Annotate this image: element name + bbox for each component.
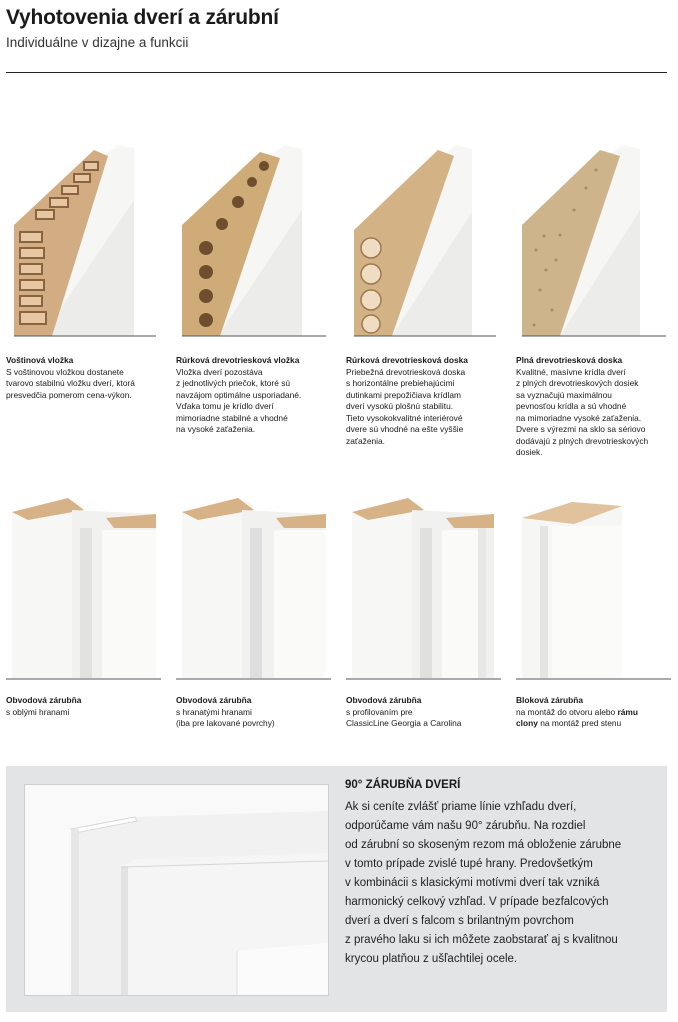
core-caption-solid-board	[516, 355, 676, 459]
frame-caption-square	[176, 695, 336, 730]
frame-description-bold: clony	[516, 718, 538, 728]
frame-profiled-image	[346, 490, 501, 680]
core-title: Plná drevotriesková doska	[516, 355, 623, 365]
frame-description: s hranatými hranami (iba pre lakované povrchy)	[176, 706, 275, 728]
frame-description	[516, 707, 676, 730]
tubular-chipboard-insert-image	[176, 140, 326, 340]
frame-title: Obvodová zárubňa	[176, 695, 252, 705]
core-description: Priebežná drevotriesková doska s horizontálne prebiehajúcimi dutinkami prepožičiava krídlam dverí vysokú plošnú stabilitu. Tieto vysokokvalitné interiérové dvere sú vhodné na ešte vyššie zaťaženia.	[346, 366, 466, 446]
frame-90-photo	[24, 784, 329, 996]
core-title: Rúrková drevotriesková vložka	[176, 355, 300, 365]
block-frame-image	[516, 490, 671, 680]
frame-description-part: na montáž pred stenu	[537, 718, 622, 728]
core-title: Voštinová vložka	[6, 355, 74, 365]
frame-caption-block	[516, 695, 676, 730]
frame-rounded-edges-image	[6, 490, 161, 680]
core-caption-tubular-insert	[176, 355, 336, 436]
frame-title: Bloková zárubňa	[516, 695, 584, 705]
frame-description: s oblými hranami	[6, 706, 70, 717]
tubular-chipboard-image	[346, 140, 496, 340]
frame-caption-rounded	[6, 695, 166, 718]
core-caption-tubular-board	[346, 355, 506, 447]
core-caption-honeycomb	[6, 355, 166, 401]
frame-description-part: na montáž do otvoru alebo	[516, 706, 618, 717]
feature-title: 90° ZÁRUBŇA DVERÍ	[345, 779, 461, 791]
frame-title: Obvodová zárubňa	[6, 695, 82, 705]
frame-title: Obvodová zárubňa	[346, 695, 422, 705]
frame-caption-profiled	[346, 695, 506, 730]
page-subtitle: Individuálne v dizajne a funkcii	[6, 35, 189, 50]
core-description: S voštinovou vložkou dostanete tvarovo stabilnú vložku dverí, ktorá presvedčia pomerom cena-výkon.	[6, 366, 135, 400]
header-divider	[6, 72, 667, 73]
core-description: Kvalitné, masívne krídla dverí z plných drevotrieskových dosiek sa vyznačujú maximálnou pevnosťou krídla a sú vhodné na mimoriadne vysoké zaťaženia. Dvere s výrezmi na sklo sa sériovo dodávajú z plných drevotrieskových dosiek.	[516, 366, 649, 457]
solid-chipboard-image	[516, 140, 666, 340]
feature-text: Ak si ceníte zvlášť priame línie vzhľadu dverí, odporúčame vám našu 90° zárubňu. Na rozdiel od zárubní so skoseným rezom má obloženie zárubne v tomto prípade zvislé tupé hrany. Predovšetkým v kombinácii s klasickými motívmi dverí tak vzniká harmonický celkový vzhľad. V prípade bezfalcových dverí a dverí s falcom s brilantným povrchom z pravého laku si ich môžete zaobstarať aj s kvalitnou krycou platňou z ušľachtilej ocele.	[345, 801, 622, 965]
frame-square-edges-image	[176, 490, 331, 680]
frame-description-bold: rámu	[617, 706, 638, 717]
core-title: Rúrková drevotriesková doska	[346, 355, 468, 365]
honeycomb-core-image	[6, 140, 156, 340]
frame-90-illustration	[25, 785, 328, 995]
page-title: Vyhotovenia dverí a zárubní	[6, 6, 279, 29]
frame-description: s profilovaním pre ClassicLine Georgia a Carolina	[346, 706, 462, 728]
core-description: Vložka dverí pozostáva z jednotlivých priečok, ktoré sú navzájom optimálne usporiadané. Vďaka tomu je krídlo dverí mimoriadne stabilné a vhodné na vysoké zaťaženia.	[176, 366, 302, 434]
